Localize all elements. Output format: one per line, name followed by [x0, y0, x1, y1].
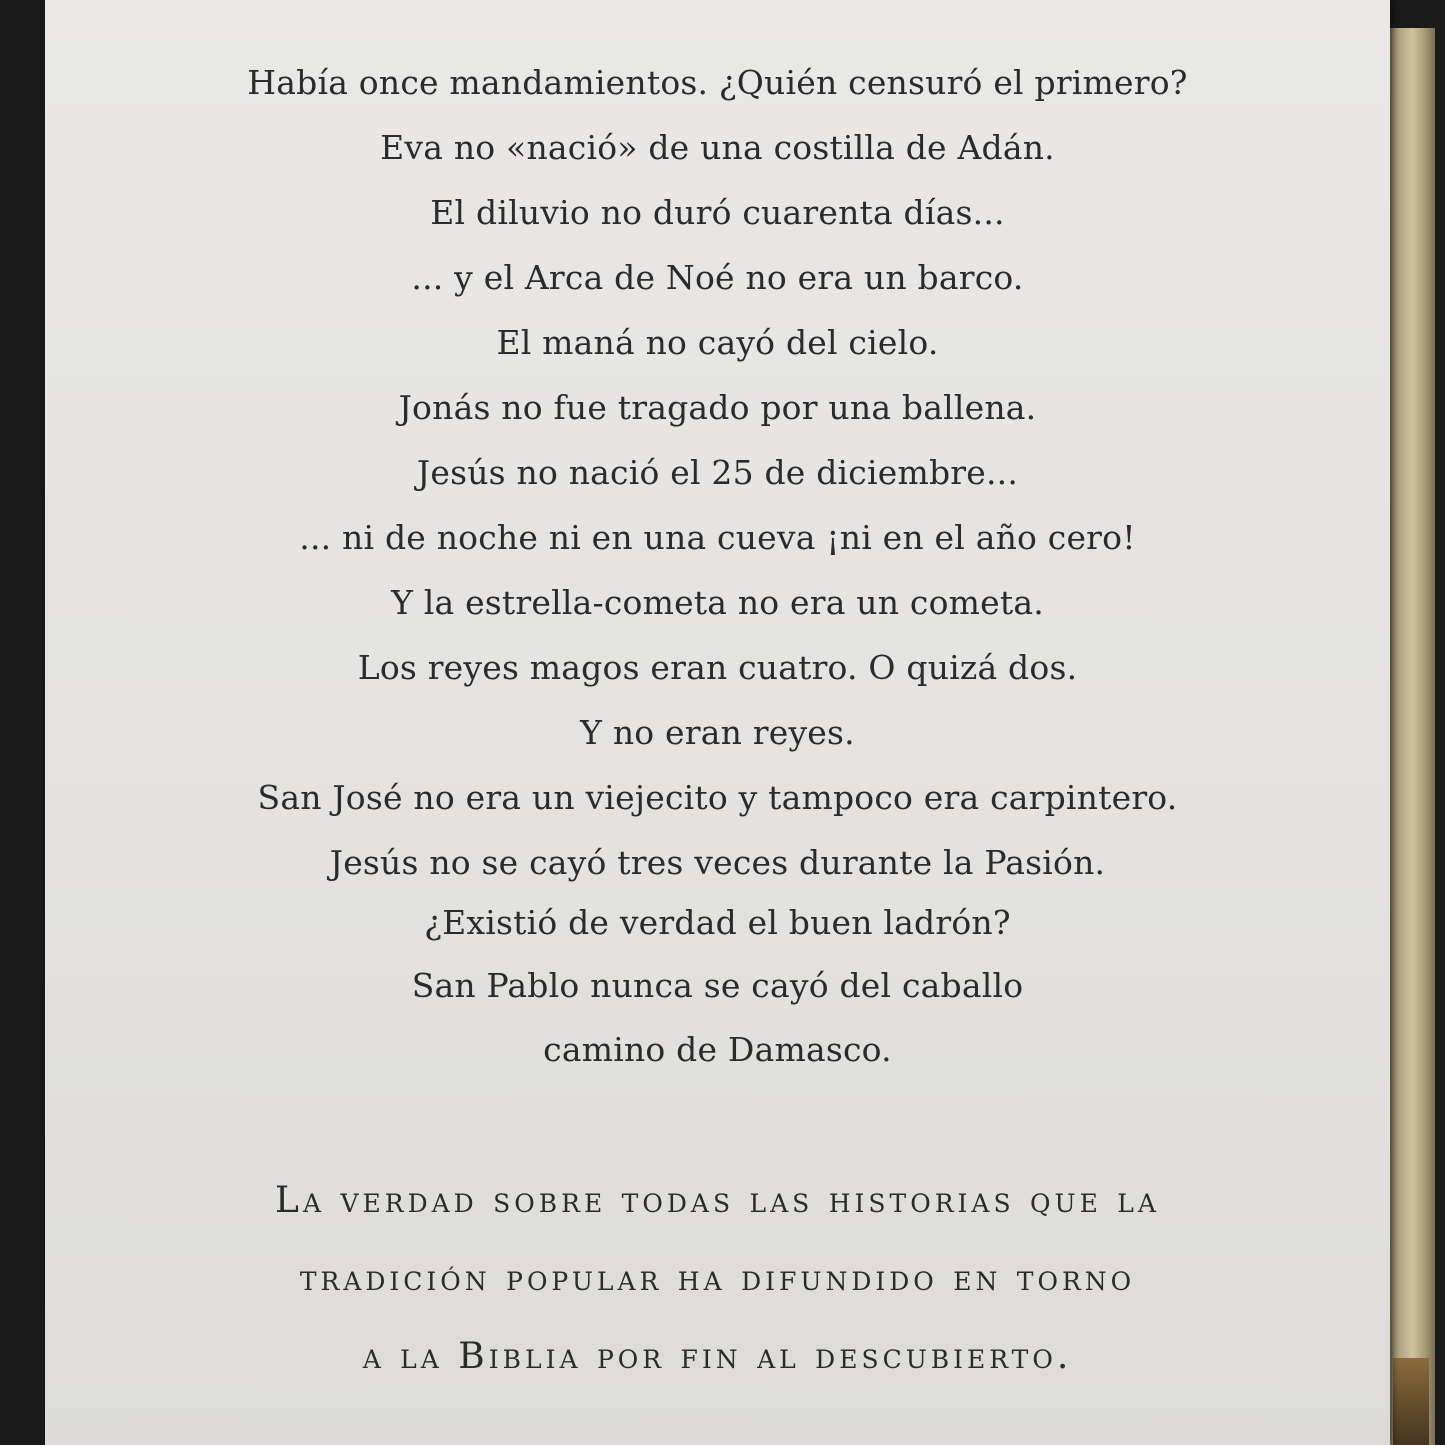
claim-line: Jesús no se cayó tres veces durante la Pasión.: [329, 843, 1106, 882]
tagline-line: tradición popular ha difundido en torno: [299, 1258, 1136, 1299]
book-back-cover: [45, 0, 1390, 1445]
tagline-line: La verdad sobre todas las historias que la: [275, 1180, 1160, 1221]
tagline-line: a la Biblia por fin al descubierto.: [362, 1336, 1073, 1377]
claim-line: camino de Damasco.: [543, 1030, 892, 1069]
claim-line: ... ni de noche ni en una cueva ¡ni en el año cero!: [299, 518, 1136, 557]
claim-line: Y no eran reyes.: [580, 713, 855, 752]
claim-line: Eva no «nació» de una costilla de Adán.: [380, 128, 1055, 167]
claim-line: Los reyes magos eran cuatro. O quizá dos.: [357, 648, 1078, 687]
claim-line: San Pablo nunca se cayó del caballo: [411, 966, 1024, 1005]
claim-line: ¿Existió de verdad el buen ladrón?: [424, 903, 1011, 942]
claim-line: Había once mandamientos. ¿Quién censuró el primero?: [247, 63, 1188, 102]
claim-line: ... y el Arca de Noé no era un barco.: [411, 258, 1024, 297]
claim-line: El diluvio no duró cuarenta días...: [430, 193, 1005, 232]
claim-line: Y la estrella-cometa no era un cometa.: [391, 583, 1044, 622]
claim-line: El maná no cayó del cielo.: [496, 323, 939, 362]
claim-line: San José no era un viejecito y tampoco era carpintero.: [257, 778, 1178, 817]
claim-line: Jonás no fue tragado por una ballena.: [398, 388, 1037, 427]
background-book-edge: [1385, 28, 1435, 1445]
claim-line: Jesús no nació el 25 de diciembre...: [416, 453, 1019, 492]
